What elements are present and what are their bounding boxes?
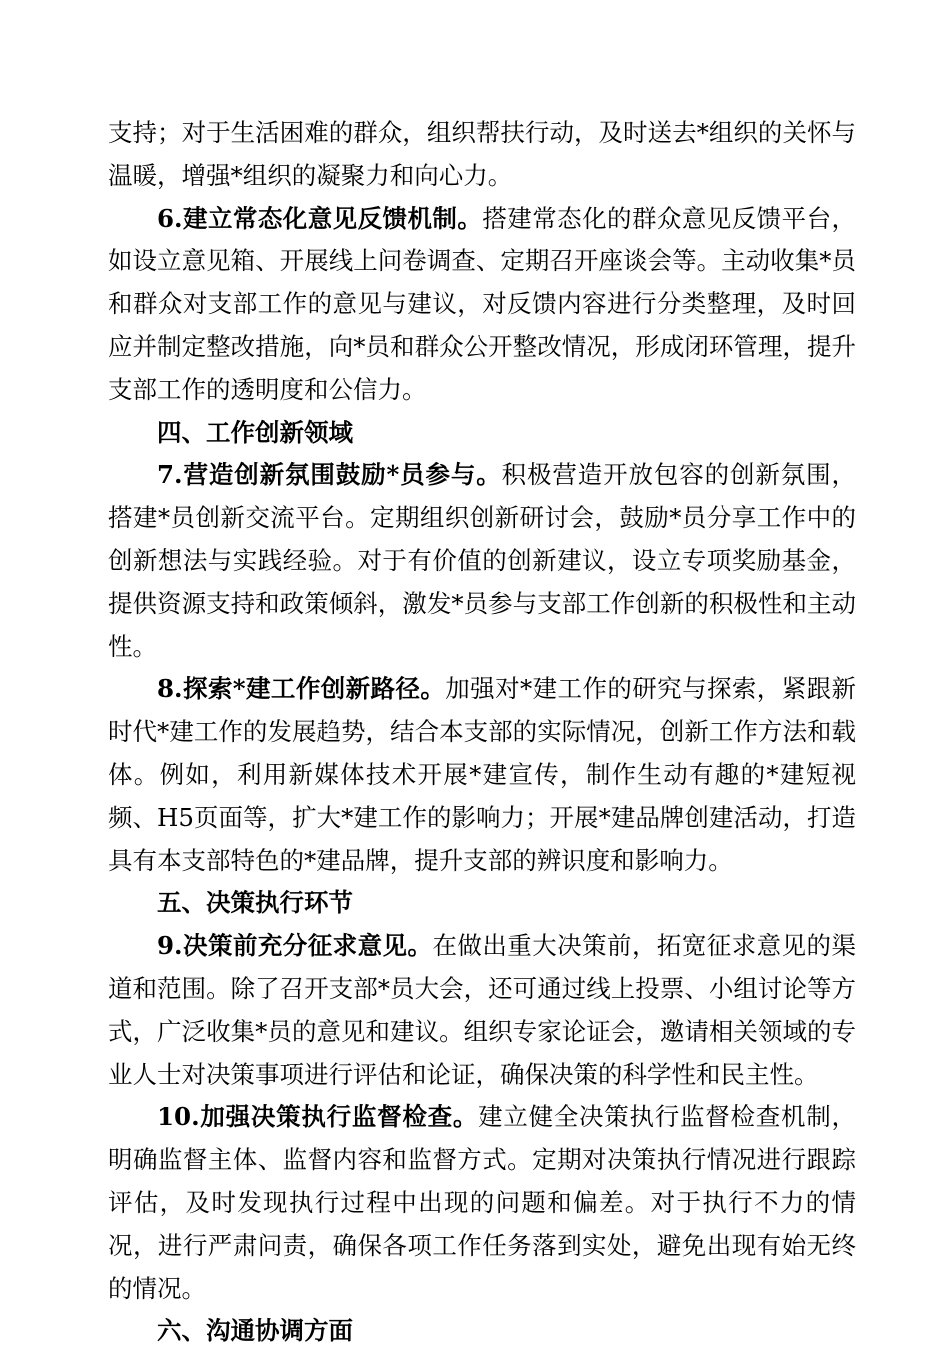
paragraph-item-9 — [108, 925, 856, 1096]
section-heading-5: 五、决策执行环节 — [157, 888, 353, 918]
item-lead: 7.营造创新氛围鼓励*员参与。 — [157, 460, 502, 490]
document-page — [108, 112, 856, 1353]
paragraph-text: 支持；对于生活困难的群众，组织帮扶行动，及时送去*组织的关怀与温暖，增强*组织的凝聚力和向心力。 — [108, 118, 856, 190]
paragraph-text: 积极营造开放包容的创新氛围，搭建*员创新交流平台。定期组织创新研讨会，鼓励*员分享工作中的创新想法与实践经验。对于有价值的创新建议，设立专项奖励基金，提供资源支持和政策倾斜，激发*员参与支部工作创新的积极性和主动性。 — [108, 460, 857, 661]
section-heading-4: 四、工作创新领域 — [157, 417, 353, 447]
section-heading-6: 六、沟通协调方面 — [157, 1316, 353, 1346]
paragraph-item-6 — [108, 198, 856, 412]
item-lead: 10.加强决策执行监督检查。 — [157, 1102, 479, 1132]
paragraph-item-10 — [108, 1096, 856, 1310]
paragraph-item-7 — [108, 454, 856, 668]
paragraph-continuation — [108, 112, 856, 198]
paragraph-text: 加强对*建工作的研究与探索，紧跟新时代*建工作的发展趋势，结合本支部的实际情况，创新工作方法和载体。例如，利用新媒体技术开展*建宣传，制作生动有趣的*建短视频、H5页面等，扩大*建工作的影响力；开展*建品牌创建活动，打造具有本支部特色的*建品牌，提升支部的辨识度和影响力。 — [108, 674, 857, 875]
paragraph-text: 建立健全决策执行监督检查机制，明确监督主体、监督内容和监督方式。定期对决策执行情况进行跟踪评估，及时发现执行过程中出现的问题和偏差。对于执行不力的情况，进行严肃问责，确保各项工作任务落到实处，避免出现有始无终的情况。 — [108, 1102, 857, 1303]
paragraph-text: 搭建常态化的群众意见反馈平台，如设立意见箱、开展线上问卷调查、定期召开座谈会等。主动收集*员和群众对支部工作的意见与建议，对反馈内容进行分类整理，及时回应并制定整改措施，向*员和群众公开整改情况，形成闭环管理，提升支部工作的透明度和公信力。 — [108, 203, 857, 404]
paragraph-item-8 — [108, 668, 856, 882]
paragraph-text: 在做出重大决策前，拓宽征求意见的渠道和范围。除了召开支部*员大会，还可通过线上投票、小组讨论等方式，广泛收集*员的意见和建议。组织专家论证会，邀请相关领域的专业人士对决策事项进行评估和论证，确保决策的科学性和民主性。 — [108, 931, 857, 1089]
item-lead: 8.探索*建工作创新路径。 — [157, 674, 446, 704]
item-lead: 6.建立常态化意见反馈机制。 — [157, 203, 483, 233]
item-lead: 9.决策前充分征求意见。 — [157, 931, 433, 961]
